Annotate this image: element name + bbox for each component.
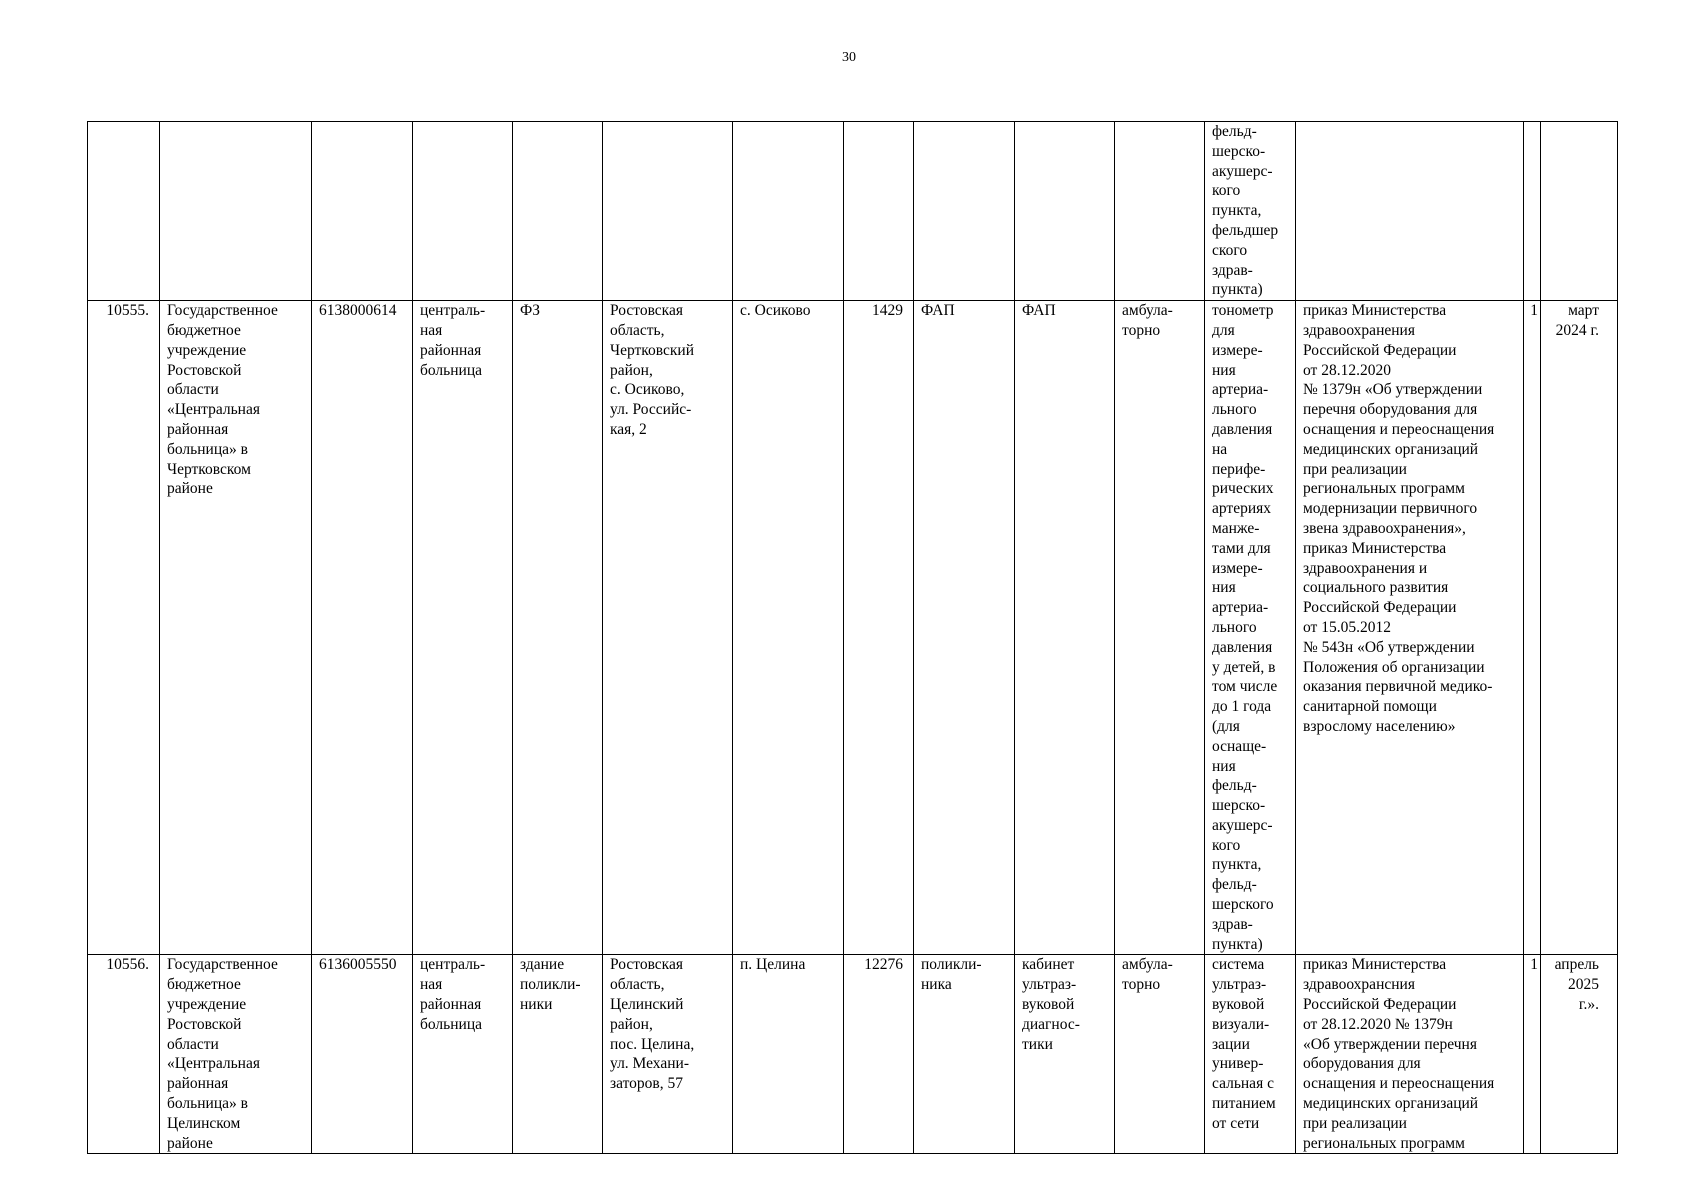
registry-table [87,121,1618,1154]
cell-empty [88,122,160,301]
cell-row-number: 10556. [88,955,160,1154]
cell-empty [160,122,312,301]
cell-unit: кабинет ультраз- вуковой диагнос- тики [1015,955,1115,1154]
table-row [88,301,1618,955]
cell-organization: Государственное бюджетное учреждение Ростовской области «Центральная районная больница» в Целинском районе [160,955,312,1154]
cell-empty [1015,122,1115,301]
cell-equipment: тонометр для измере- ния артериа- льного давления на перифе- рических артериях манже- тами для измере- ния артериа- льного давления у детей, в том числе до 1 года (для оснаще- ния фельд- шерско- акушерс- кого пункта, фельд- шерского здрав- пункта) [1205,301,1296,955]
cell-quantity: 1 [1524,301,1541,955]
cell-empty [844,122,914,301]
cell-address: Ростовская область, Целинский район, пос. Целина, ул. Механи- заторов, 57 [603,955,733,1154]
cell-legal-basis: приказ Министерства здравоохрансния Российской Федерации от 28.12.2020 № 1379н «Об утверждении перечня оборудования для оснащения и переоснащения медицинских организаций при реализации региональных программ [1296,955,1524,1154]
cell-locality: п. Целина [733,955,844,1154]
cell-empty [1541,122,1618,301]
cell-equipment: фельд- шерско- акушерс- кого пункта, фельдшер ского здрав- пункта) [1205,122,1296,301]
cell-address: Ростовская область, Чертковский район, с. Осиково, ул. Российс- кая, 2 [603,301,733,955]
cell-organization-type: централь- ная районная больница [413,955,513,1154]
cell-empty [1296,122,1524,301]
cell-row-number: 10555. [88,301,160,955]
cell-unit: ФАП [1015,301,1115,955]
cell-organization: Государственное бюджетное учреждение Ростовской области «Центральная районная больница» в Чертковском районе [160,301,312,955]
table-row [88,955,1618,1154]
cell-empty [1524,122,1541,301]
table-row-continuation [88,122,1618,301]
cell-empty [914,122,1015,301]
cell-care-form: амбула- торно [1115,955,1205,1154]
cell-organization-type: централь- ная районная больница [413,301,513,955]
cell-facility: ФАП [914,301,1015,955]
cell-inn: 6138000614 [312,301,413,955]
cell-empty [733,122,844,301]
cell-quantity: 1 [1524,955,1541,1154]
cell-locality: с. Осиково [733,301,844,955]
cell-inn: 6136005550 [312,955,413,1154]
cell-building: здание поликли- ники [513,955,603,1154]
cell-facility: поликли- ника [914,955,1015,1154]
cell-legal-basis: приказ Министерства здравоохранения Российской Федерации от 28.12.2020 № 1379н «Об утверждении перечня оборудования для оснащения и переоснащения медицинских организаций при реализации региональных программ модернизации первичного звена здравоохранения», приказ Министерства здравоохранения и социального развития Российской Федерации от 15.05.2012 № 543н «Об утверждении Положения об организации оказания первичной медико- санитарной помощи взрослому населению» [1296,301,1524,955]
cell-care-form: амбула- торно [1115,301,1205,955]
cell-empty [513,122,603,301]
cell-term: апрель 2025 г.». [1541,955,1618,1154]
cell-empty [312,122,413,301]
cell-population: 12276 [844,955,914,1154]
cell-empty [603,122,733,301]
cell-building: ФЗ [513,301,603,955]
cell-term: март 2024 г. [1541,301,1618,955]
cell-empty [413,122,513,301]
page-number: 30 [842,50,856,65]
cell-population: 1429 [844,301,914,955]
cell-equipment: система ультраз- вуковой визуали- зации универ- сальная с питанием от сети [1205,955,1296,1154]
cell-empty [1115,122,1205,301]
